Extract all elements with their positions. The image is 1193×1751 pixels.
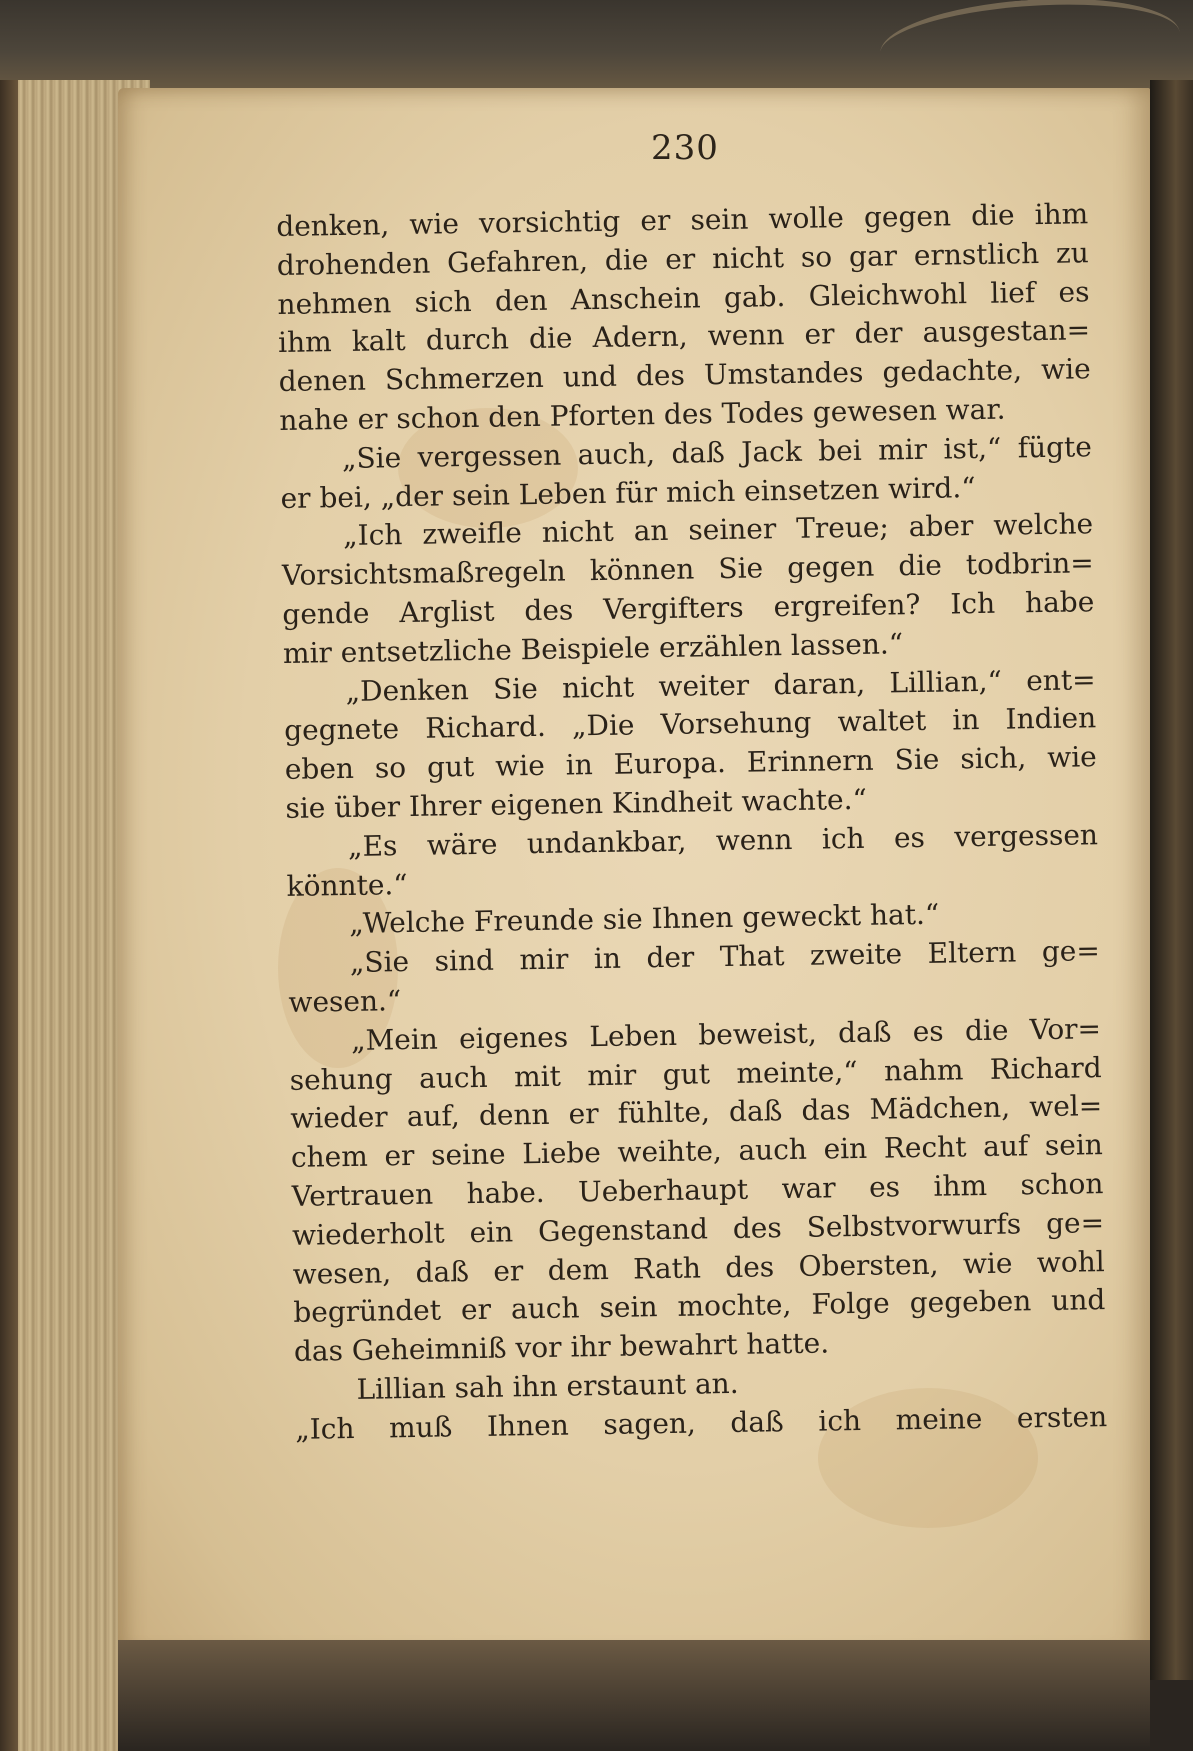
text-line: begründet er auch sein mochte, Folge gegeben und: [293, 1283, 1106, 1330]
text-line: drohenden Gefahren, die er nicht so gar ernstlich zu: [276, 236, 1090, 282]
text-line: sie über Ihrer eigenen Kindheit wachte.“: [285, 782, 868, 825]
text-line: könnte.“: [286, 867, 408, 903]
text-line: „Ich muß Ihnen sagen, daß ich meine ersten: [294, 1399, 1108, 1446]
text-line: „Mein eigenes Leben beweist, daß es die Vor=: [350, 1011, 1102, 1057]
text-line: Vorsichtsmaßregeln können Sie gegen die todbrin=: [281, 546, 1094, 593]
text-line: Lillian sah ihn erstaunt an.: [356, 1366, 739, 1406]
text-line: wieder auf, denn er fühlte, daß das Mädchen, wel=: [290, 1089, 1103, 1136]
text-line: er bei, „der sein Leben für mich einsetzen wird.“: [280, 470, 976, 515]
text-line: „Welche Freunde sie Ihnen geweckt hat.“: [348, 898, 940, 941]
text-line: wiederholt ein Gegenstand des Selbstvorwurfs ge=: [291, 1205, 1105, 1252]
text-line: mir entsetzliche Beispiele erzählen lassen.“: [282, 626, 904, 670]
text-line: sehung auch mit mir gut meinte,“ nahm Richard: [289, 1050, 1102, 1097]
text-line: nahe er schon den Pforten des Todes gewesen war.: [279, 392, 1006, 437]
text-line: wesen.“: [288, 984, 402, 1019]
text-line: gende Arglist des Vergifters ergreifen? Ich habe: [282, 585, 1095, 631]
text-line: ihm kalt durch die Adern, wenn er der ausgestan=: [277, 313, 1091, 360]
page-bottom-shadow: [118, 1640, 1150, 1751]
page-number: 230: [651, 128, 719, 168]
text-line: „Ich zweifle nicht an seiner Treue; aber welche: [342, 507, 1094, 553]
text-line: denen Schmerzen und des Umstandes gedachte, wie: [278, 352, 1091, 399]
text-line: das Geheimniß vor ihr bewahrt hatte.: [293, 1326, 830, 1368]
text-line: „Es wäre undankbar, wenn ich es vergessen: [347, 817, 1099, 863]
text-line: denken, wie vorsichtig er sein wolle gegen die ihm: [276, 197, 1089, 243]
text-line: „Denken Sie nicht weiter daran, Lillian,“ ent=: [345, 662, 1096, 708]
text-line: „Sie vergessen auch, daß Jack bei mir ist,“ fügte: [341, 429, 1093, 475]
text-line: „Sie sind mir in der That zweite Eltern ge=: [349, 934, 1101, 980]
text-line: chem er seine Liebe weihte, auch ein Recht auf sein: [290, 1128, 1104, 1175]
text-line: wesen, daß er dem Rath des Obersten, wie wohl: [292, 1244, 1105, 1291]
cover-edge: [0, 80, 18, 1751]
right-binding: [1150, 80, 1193, 1680]
text-line: gegnete Richard. „Die Vorsehung waltet in Indien: [283, 701, 1097, 748]
text-line: nehmen sich den Anschein gab. Gleichwohl lief es: [277, 274, 1090, 321]
text-line: eben so gut wie in Europa. Erinnern Sie sich, wie: [284, 740, 1097, 787]
body-text: [276, 195, 1107, 1449]
text-line: Vertrauen habe. Ueberhaupt war es ihm schon: [291, 1167, 1104, 1213]
